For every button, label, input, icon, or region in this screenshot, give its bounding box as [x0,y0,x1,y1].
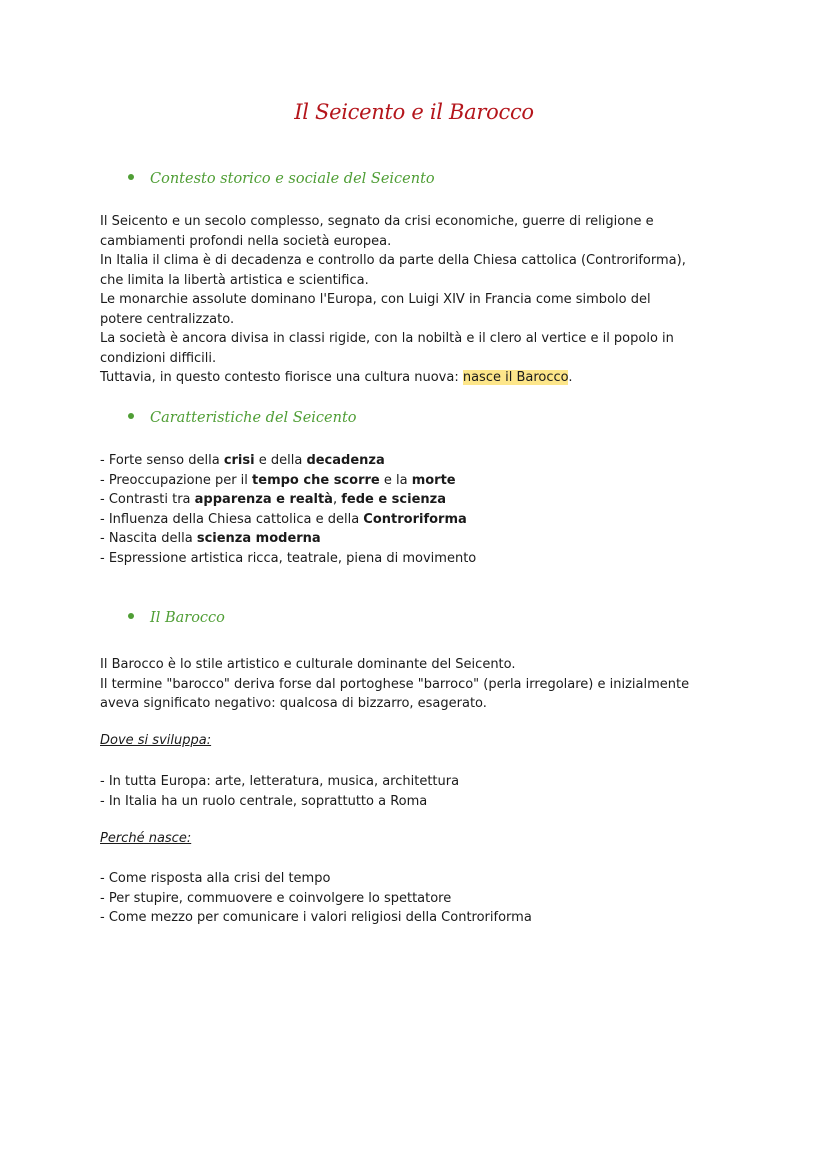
list-item: - In tutta Europa: arte, letteratura, musica, architettura [100,774,460,789]
list-item: - Nascita della scienza moderna [100,531,321,546]
section-caratteristiche-list [100,451,740,568]
perche-list [100,869,740,928]
list-item: - Influenza della Chiesa cattolica e della Controriforma [100,511,467,527]
paragraph-line: Il termine "barocco" deriva forse dal portoghese "barroco" (perla irregolare) e inizialmente [100,676,690,692]
section-heading-caratteristiche [128,410,357,426]
paragraph-line: Il Barocco è lo stile artistico e culturale dominante del Seicento. [100,657,516,672]
list-item: - Contrasti tra apparenza e realtà, fede e scienza [100,492,446,507]
subheading-dove: Dove si sviluppa: [100,733,212,748]
bullet-icon [128,413,134,419]
subheading-perche: Perché nasce: [100,831,192,846]
section-heading-label: Il Barocco [150,610,225,626]
paragraph-line: cambiamenti profondi nella società europea. [100,233,392,249]
section-heading-label: Contesto storico e sociale del Seicento [150,171,435,187]
page-title: Il Seicento e il Barocco [294,100,534,124]
list-item: - In Italia ha un ruolo centrale, soprattutto a Roma [100,793,428,809]
paragraph-line: che limita la libertà artistica e scientifica. [100,272,369,288]
section-barocco-body [100,655,740,714]
section-contesto-body [100,212,740,388]
list-item: - Forte senso della crisi e della decadenza [100,453,385,468]
paragraph-line: potere centralizzato. [100,311,235,327]
highlighted-text: nasce il Barocco [462,370,569,385]
section-heading-contesto [128,171,435,187]
dove-list [100,772,740,811]
text-run: . [568,370,573,385]
paragraph-line: In Italia il clima è di decadenza e controllo da parte della Chiesa cattolica (Controriforma), [100,253,686,268]
text-run: Tuttavia, in questo contesto fiorisce una cultura nuova: [100,370,463,385]
paragraph-line: La società è ancora divisa in classi rigide, con la nobiltà e il clero al vertice e il popolo in [100,331,674,346]
list-item: - Espressione artistica ricca, teatrale, piena di movimento [100,550,477,566]
section-heading-label: Caratteristiche del Seicento [150,410,357,426]
paragraph-line: aveva significato negativo: qualcosa di bizzarro, esagerato. [100,696,487,711]
list-item: - Per stupire, commuovere e coinvolgere lo spettatore [100,890,452,906]
list-item: - Come mezzo per comunicare i valori religiosi della Controriforma [100,910,532,925]
paragraph-line: Le monarchie assolute dominano l'Europa, con Luigi XIV in Francia come simbolo del [100,292,651,307]
paragraph-line: condizioni difficili. [100,350,217,366]
paragraph-line-last [100,368,740,388]
list-item: - Preoccupazione per il tempo che scorre e la morte [100,472,456,488]
paragraph-line: Il Seicento e un secolo complesso, segnato da crisi economiche, guerre di religione e [100,214,654,229]
section-heading-barocco [128,610,225,626]
list-item: - Come risposta alla crisi del tempo [100,871,331,886]
bullet-icon [128,174,134,180]
bullet-icon [128,613,134,619]
